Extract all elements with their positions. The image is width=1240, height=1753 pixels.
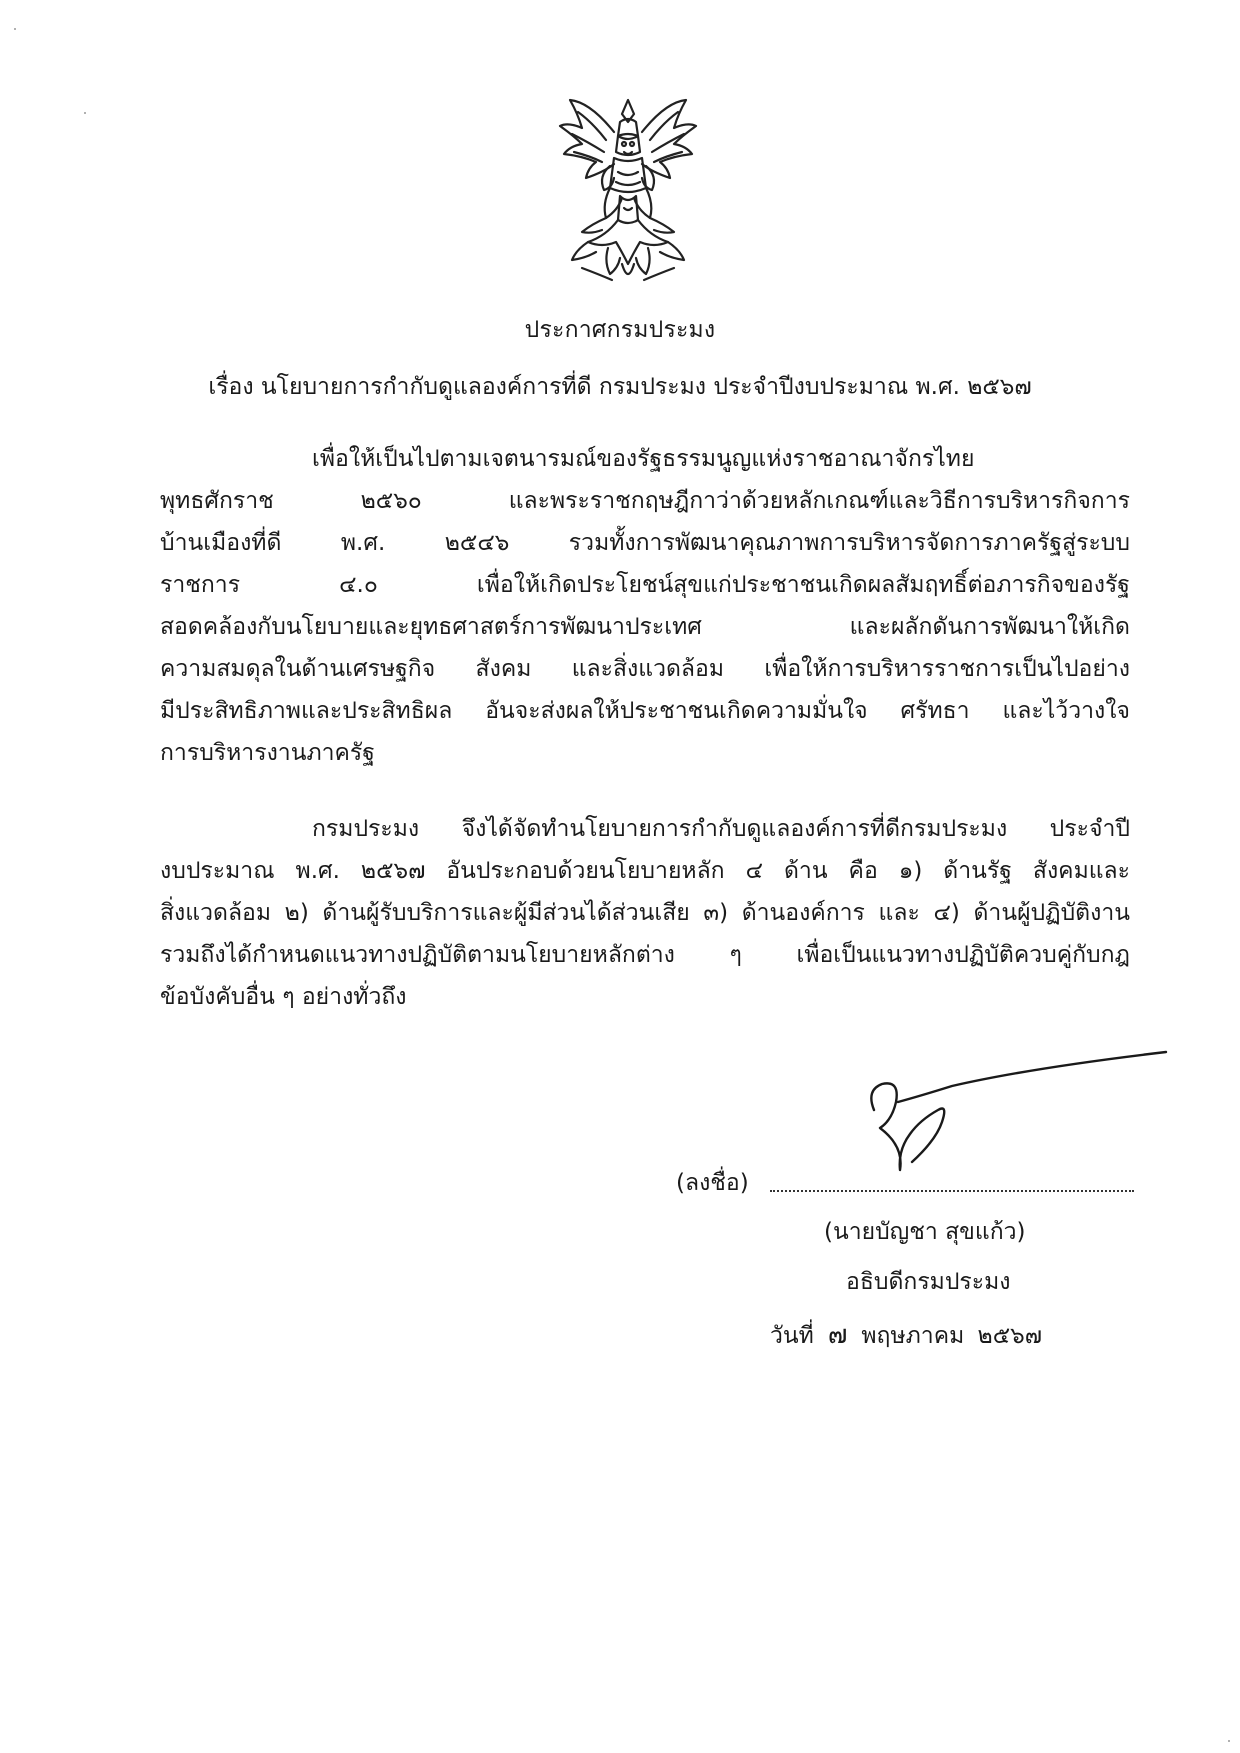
date-prefix: วันที่ <box>770 1323 814 1349</box>
handwritten-signature <box>860 1050 1170 1180</box>
paragraph-line: รวมถึงได้กำหนดแนวทางปฏิบัติตามนโยบายหลักต่าง ๆ เพื่อเป็นแนวทางปฏิบัติควบคู่กับกฎ <box>160 942 1130 968</box>
paragraph-line: ความสมดุลในด้านเศรษฐกิจ สังคม และสิ่งแวดล้อม เพื่อให้การบริหารราชการเป็นไปอย่าง <box>160 656 1130 682</box>
date-month-year: พฤษภาคม ๒๕๖๗ <box>861 1323 1043 1349</box>
body-paragraph-1 <box>160 438 1130 774</box>
signature-date <box>770 1314 1042 1355</box>
signature-label: (ลงชื่อ) <box>676 1170 749 1196</box>
paragraph-line: บ้านเมืองที่ดี พ.ศ. ๒๕๔๖ รวมทั้งการพัฒนาคุณภาพการบริหารจัดการภาครัฐสู่ระบบ <box>160 530 1130 556</box>
paragraph-line: งบประมาณ พ.ศ. ๒๕๖๗ อันประกอบด้วยนโยบายหลัก ๔ ด้าน คือ ๑) ด้านรัฐ สังคมและ <box>160 858 1130 884</box>
paragraph-line: ราชการ ๔.๐ เพื่อให้เกิดประโยชน์สุขแก่ประชาชนเกิดผลสัมฤทธิ์ต่อภารกิจของรัฐ <box>160 572 1130 598</box>
paragraph-line: มีประสิทธิภาพและประสิทธิผล อันจะส่งผลให้ประชาชนเกิดความมั่นใจ ศรัทธา และไว้วางใจ <box>160 698 1130 724</box>
scan-speck <box>1228 1740 1230 1742</box>
announcement-subject: เรื่อง นโยบายการกำกับดูแลองค์การที่ดี กรมประมง ประจำปีงบประมาณ พ.ศ. ๒๕๖๗ <box>208 374 1032 400</box>
paragraph-line: พุทธศักราช ๒๕๖๐ และพระราชกฤษฎีกาว่าด้วยหลักเกณฑ์และวิธีการบริหารกิจการ <box>160 488 1130 514</box>
scan-speck <box>14 28 16 30</box>
paragraph-line: กรมประมง จึงได้จัดทำนโยบายการกำกับดูแลองค์การที่ดีกรมประมง ประจำปี <box>312 816 1130 842</box>
body-paragraph-2 <box>160 808 1130 1018</box>
paragraph-line: เพื่อให้เป็นไปตามเจตนารมณ์ของรัฐธรรมนูญแห่งราชอาณาจักรไทย <box>312 446 975 472</box>
date-day: ๗ <box>827 1320 848 1350</box>
signature-line <box>770 1188 1134 1192</box>
paragraph-line: สิ่งแวดล้อม ๒) ด้านผู้รับบริการและผู้มีส่วนได้ส่วนเสีย ๓) ด้านองค์การ และ ๔) ด้านผู้ปฏิบัติงาน <box>160 900 1130 926</box>
garuda-emblem-icon <box>548 92 708 292</box>
scan-speck <box>84 112 86 114</box>
signer-name: (นายบัญชา สุขแก้ว) <box>824 1219 1026 1245</box>
signer-position: อธิบดีกรมประมง <box>846 1269 1011 1295</box>
announcement-title: ประกาศกรมประมง <box>524 317 716 343</box>
paragraph-line: ข้อบังคับอื่น ๆ อย่างทั่วถึง <box>160 984 407 1010</box>
paragraph-line: การบริหารงานภาครัฐ <box>160 740 375 766</box>
paragraph-line: สอดคล้องกับนโยบายและยุทธศาสตร์การพัฒนาประเทศ และผลักดันการพัฒนาให้เกิด <box>160 614 1130 640</box>
